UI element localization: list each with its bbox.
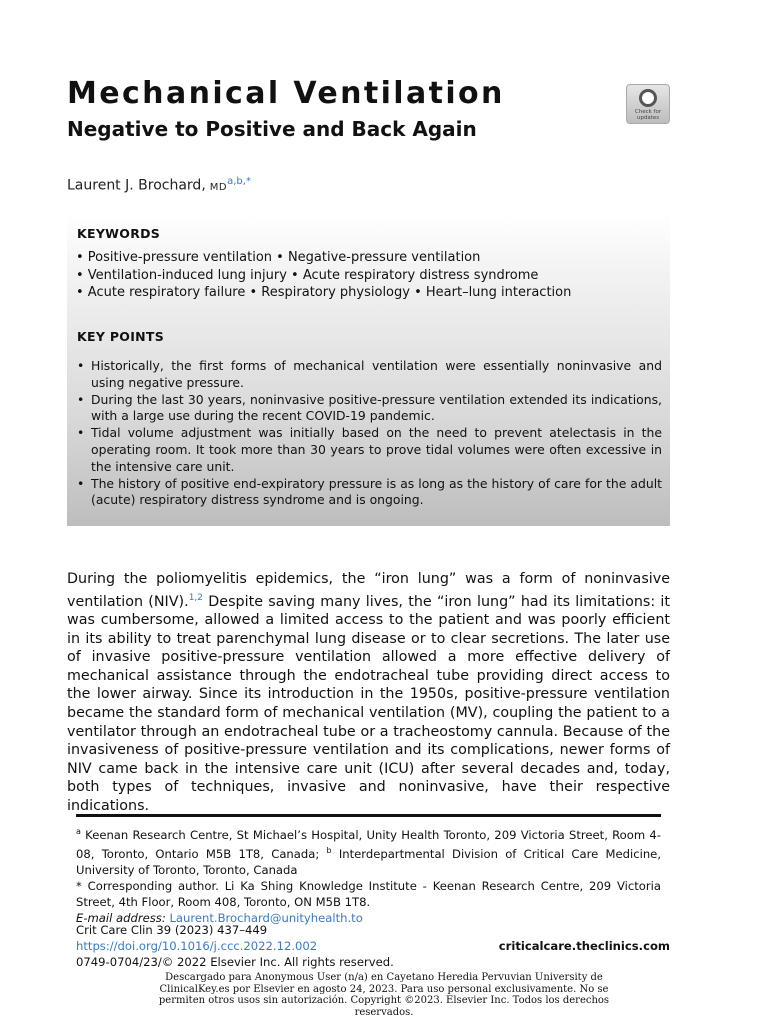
key-points-heading: KEY POINTS	[77, 329, 165, 344]
body-text-start: During the poliomyelitis epidemics, the “iron lung” was a form of noninvasive ventilation (NIV).	[67, 571, 670, 610]
doi-link[interactable]: https://doi.org/10.1016/j.ccc.2022.12.002	[76, 939, 318, 953]
affiliation-b-text: Interdepartmental Division of Critical Care Medicine, University of Toronto, Toronto, Canada	[76, 846, 661, 877]
affiliation-mark-a: a	[76, 827, 81, 836]
key-point-item: • Tidal volume adjustment was initially based on the need to prevent atelectasis in the operating room. It took more than 30 years to prove tidal volumes were often excessive in the intensive care unit.	[76, 425, 662, 475]
body-paragraph	[67, 570, 670, 815]
journal-info	[76, 922, 670, 970]
author-line	[67, 176, 251, 194]
keyword-line: • Acute respiratory failure • Respiratory physiology • Heart–lung interaction	[76, 285, 572, 300]
journal-citation: Crit Care Clin 39 (2023) 437–449	[76, 923, 268, 937]
article-title: Mechanical Ventilation	[67, 76, 505, 111]
body-text-rest: Despite saving many lives, the “iron lung” had its limitations: it was cumbersome, allowed a limited access to the patient and was poorly efficient in its ability to treat parenchymal lung disease or to clear secretions. The later use of invasive positive-pressure ventilation allowed a more effective delivery of mechanical assistance through the endotracheal tube providing direct access to the lower airway. Since its introduction in the 1950s, positive-pressure ventilation became the standard form of mechanical ventilation (MV), coupling the patient to a ventilator through an endotracheal tube or a tracheostomy cannula. Because of the invasiveness of positive-pressure ventilation and its complications, newer forms of NIV came back in the intensive care unit (ICU) after several decades and, today, both types of techniques, invasive and noninvasive, have their respective indications.	[67, 593, 671, 814]
check-for-updates-badge[interactable]	[626, 84, 670, 124]
keyword-line: • Positive-pressure ventilation • Negative-pressure ventilation	[76, 250, 481, 265]
keywords-heading: KEYWORDS	[77, 226, 161, 241]
reference-link[interactable]: 1,2	[188, 592, 204, 603]
keywords-keypoints-box	[67, 214, 670, 526]
key-point-item: • The history of positive end-expiratory pressure is as long as the history of care for the adult (acute) respiratory distress syndrome and is ongoing.	[76, 476, 662, 509]
affiliations-footnote	[76, 824, 661, 878]
keywords-list	[76, 249, 666, 302]
author-degree: MD	[209, 181, 228, 193]
download-notice: Descargado para Anonymous User (n/a) en Cayetano Heredia Pervuvian University de ClinicalKey.es por Elsevier en agosto 24, 2023. Para uso personal exclusivamente. No se permiten otros usos sin autorización. Copyright ©2023. Elsevier Inc. Todos los derechos reservados.	[158, 972, 610, 1018]
keyword-line: • Ventilation-induced lung injury • Acute respiratory distress syndrome	[76, 267, 539, 283]
journal-site-link[interactable]: criticalcare.theclinics.com	[498, 939, 670, 953]
check-updates-icon	[639, 89, 657, 107]
issn-copyright: 0749-0704/23/© 2022 Elsevier Inc. All rights reserved.	[76, 955, 394, 969]
email-link[interactable]: Laurent.Brochard@unityhealth.to	[169, 910, 363, 925]
author-name: Laurent J. Brochard,	[67, 177, 206, 194]
footnote-divider	[76, 814, 661, 817]
article-subtitle: Negative to Positive and Back Again	[67, 117, 477, 141]
author-affiliation-marks[interactable]: a,b,*	[227, 176, 251, 187]
check-updates-label: Check for updates	[634, 109, 662, 121]
key-points-list	[76, 358, 662, 509]
corresponding-author-footnote: * Corresponding author. Li Ka Shing Knowledge Institute - Keenan Research Centre, 209 Victoria Street, 4th Floor, Room 408, Toronto, ON M5B 1T8.	[76, 878, 661, 909]
key-point-item: • During the last 30 years, noninvasive positive-pressure ventilation extended its indications, with a large use during the recent COVID-19 pandemic.	[76, 392, 662, 425]
affiliation-a-text: Keenan Research Centre, St Michael’s Hospital, Unity Health Toronto, 209 Victoria Street, Room 4-08, Toronto, Ontario M5B 1T8, Canada;	[76, 827, 661, 861]
key-point-item: • Historically, the first forms of mechanical ventilation were essentially noninvasive and using negative pressure.	[76, 358, 662, 391]
footnotes	[76, 824, 661, 926]
email-label: E-mail address:	[76, 910, 166, 925]
affiliation-mark-b: b	[326, 845, 332, 855]
